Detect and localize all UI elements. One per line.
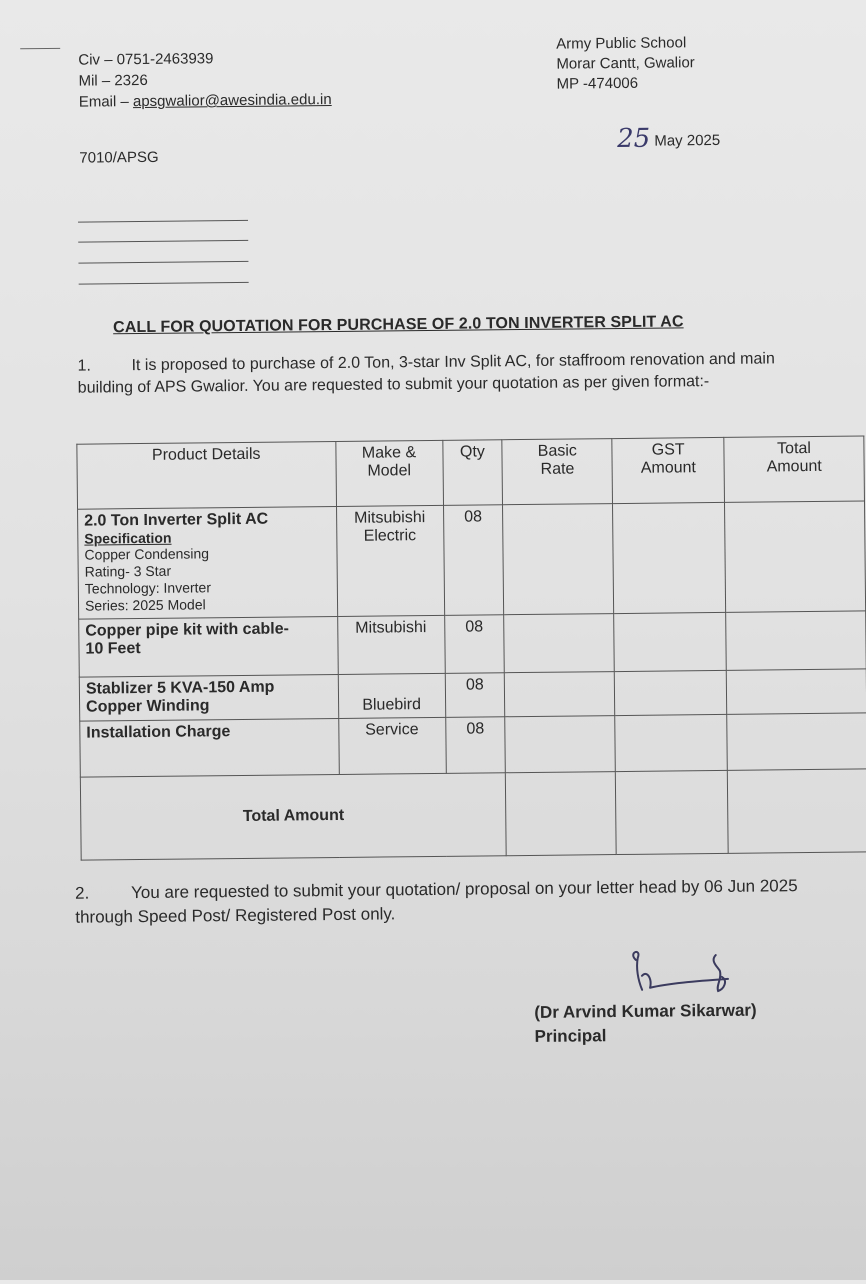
qty-cell: 08: [445, 717, 506, 774]
make-model-cell: Service: [338, 717, 446, 774]
header-total-amount: Total Amount: [724, 436, 865, 502]
signature: [624, 945, 755, 1006]
gst-amount-cell: [615, 670, 727, 715]
letter-title: CALL FOR QUOTATION FOR PURCHASE OF 2.0 TON INVERTER SPLIT AC: [113, 313, 684, 337]
gst-amount-cell: [613, 502, 726, 613]
paragraph-2-text: You are requested to submit your quotation/ proposal on your letter head by 06 Jun 2025 through Speed Post/ Registered Post only.: [75, 876, 798, 927]
table-row: [80, 713, 866, 777]
signatory-designation: Principal: [534, 1026, 607, 1046]
total-amount-label: Total Amount: [80, 773, 506, 860]
signatory-block: [534, 999, 757, 1049]
reference-number: 7010/APSG: [79, 148, 159, 167]
total-basic-rate-cell: [506, 772, 617, 856]
make-model-cell: Mitsubishi Electric: [336, 505, 444, 616]
school-address-line1: Morar Cantt, Gwalior: [556, 54, 695, 73]
qty-cell: 08: [443, 505, 504, 616]
paragraph-1-text: It is proposed to purchase of 2.0 Ton, 3-star Inv Split AC, for staffroom renovation and main building of APS Gwalior. You are requested to submit your quotation as per given format:-: [77, 350, 775, 397]
margin-mark: [20, 48, 60, 49]
product-name: Installation Charge: [86, 723, 231, 742]
contact-block: [78, 47, 332, 113]
table-header-row: [77, 436, 865, 509]
addressee-blank-line: [79, 282, 249, 285]
spec-line: Series: 2025 Model: [84, 596, 206, 614]
table-row: [78, 501, 866, 619]
quotation-table: [76, 435, 866, 860]
school-address: [556, 33, 695, 94]
email-label: Email –: [78, 93, 134, 111]
addressee-blank-line: [78, 240, 248, 243]
civ-phone: Civ – 0751-2463939: [78, 50, 214, 69]
addressee-blank-line: [78, 220, 248, 223]
spec-line: Technology: Inverter: [84, 579, 212, 597]
grand-total-cell: [727, 769, 866, 853]
email-line: [79, 89, 332, 113]
school-name: Army Public School: [556, 34, 687, 53]
product-cell: [79, 616, 338, 677]
total-gst-cell: [616, 770, 729, 854]
product-cell: [80, 718, 339, 777]
header-make-model: Make & Model: [335, 440, 443, 506]
mil-phone: Mil – 2326: [78, 71, 148, 90]
product-name: Copper pipe kit with cable-: [85, 620, 289, 640]
total-amount-cell: [726, 669, 866, 714]
signatory-name: (Dr Arvind Kumar Sikarwar): [534, 1000, 757, 1022]
basic-rate-cell: [503, 504, 614, 615]
paragraph-1: [77, 348, 807, 400]
gst-amount-cell: [614, 612, 726, 671]
product-cell: [78, 506, 338, 619]
product-name: 2.0 Ton Inverter Split AC: [84, 510, 269, 530]
spec-line: Copper Condensing: [84, 545, 210, 563]
date-day-handwritten: 25: [617, 123, 651, 155]
letter-date: [617, 123, 721, 155]
header-product-details: Product Details: [77, 441, 336, 509]
total-amount-cell: [726, 611, 866, 670]
gst-amount-cell: [615, 714, 727, 771]
date-month-year: May 2025: [654, 131, 721, 150]
email-address: apsgwalior@awesindia.edu.in: [132, 91, 332, 111]
product-cell: [79, 674, 338, 721]
make-model-cell: Bluebird: [338, 673, 445, 718]
basic-rate-cell: [504, 614, 614, 673]
qty-cell: 08: [445, 673, 505, 718]
header-basic-rate: Basic Rate: [502, 439, 613, 505]
specification-label: Specification: [84, 529, 172, 547]
total-amount-cell: [725, 501, 866, 612]
qty-cell: 08: [444, 615, 505, 674]
total-row: [80, 769, 866, 860]
header-qty: Qty: [442, 440, 503, 506]
paragraph-2-number: 2.: [74, 883, 90, 903]
school-address-line2: MP -474006: [556, 74, 639, 93]
header-gst-amount: GST Amount: [612, 437, 725, 503]
product-name-cont: 10 Feet: [85, 640, 141, 658]
product-name-cont: Copper Winding: [86, 697, 210, 716]
basic-rate-cell: [505, 672, 615, 717]
table-row: [79, 611, 866, 677]
paragraph-1-number: 1.: [77, 357, 91, 375]
basic-rate-cell: [505, 716, 615, 773]
paragraph-2: [75, 874, 845, 930]
product-name: Stablizer 5 KVA-150 Amp: [85, 678, 275, 698]
total-amount-cell: [727, 713, 866, 770]
make-model-cell: Mitsubishi: [337, 615, 445, 674]
spec-line: Rating- 3 Star: [84, 562, 172, 580]
addressee-blank-line: [78, 261, 248, 264]
